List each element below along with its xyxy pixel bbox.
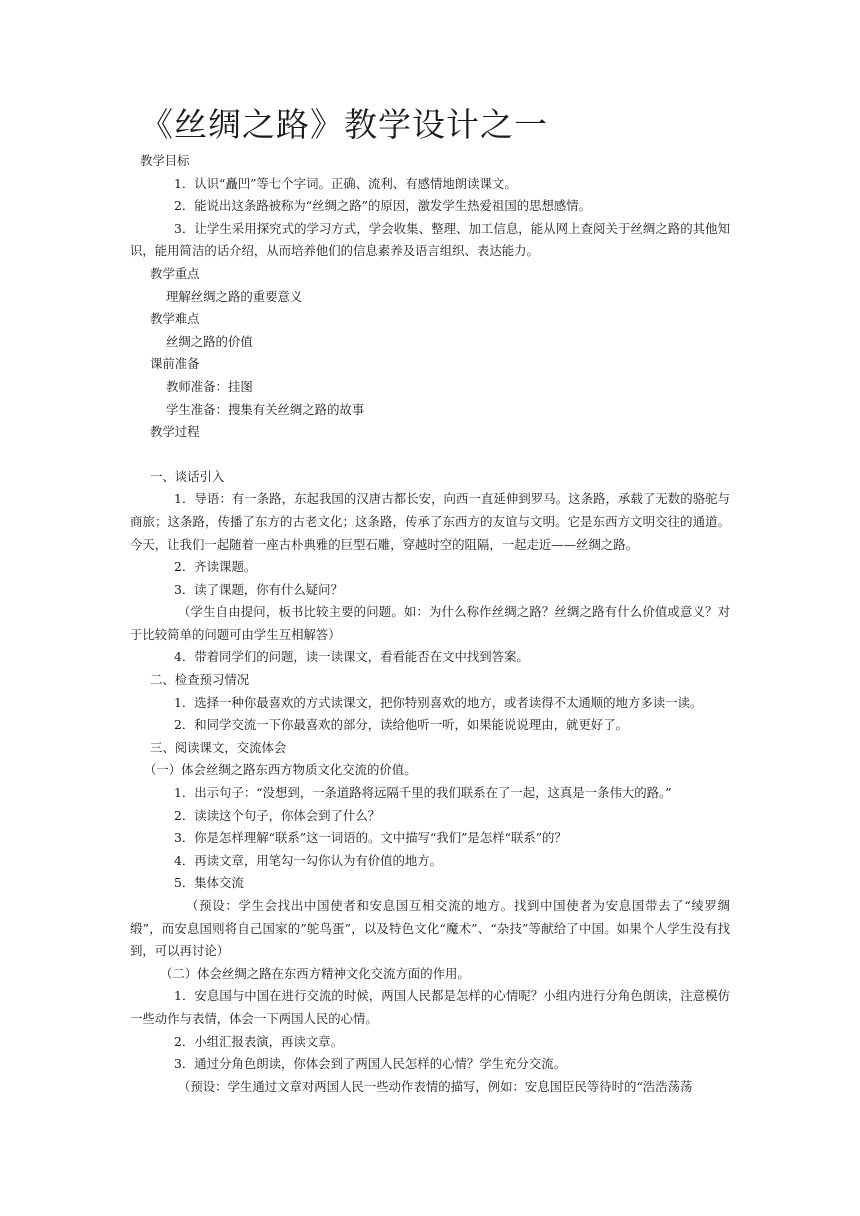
step-item: 1．选择一种你最喜欢的方式读课文，把你特别喜欢的地方，或者读得不太通顺的地方多读一读。 [174, 694, 703, 710]
step-item: 2．读读这个句子，你体会到了什么？ [174, 807, 381, 823]
heading-objectives: 教学目标 [140, 153, 190, 168]
objective-item: 1．认识“矗凹”等七个字词。正确、流利、有感情地朗读课文。 [174, 175, 517, 191]
section-heading: 一、谈话引入 [150, 468, 225, 484]
step-item: 3．你是怎样理解“联系”这一词语的。文中描写“我们”是怎样“联系”的？ [174, 830, 567, 846]
note-text: （预设：学生通过文章对两国人民一些动作表情的描写，例如：安息国臣民等待时的“浩浩荡荡 [178, 1078, 693, 1094]
step-item: 2．小组汇报表演，再读文章。 [174, 1033, 343, 1049]
section-heading: 三、阅读课文，交流体会 [150, 739, 287, 755]
section-heading: 二、检查预习情况 [150, 672, 250, 688]
subsection-heading: （一）体会丝绸之路东西方物质文化交流的价值。 [144, 762, 417, 778]
step-item: 2．和同学交流一下你最喜欢的部分，读给他听一听，如果能说说理由，就更好了。 [174, 717, 628, 733]
heading-process: 教学过程 [150, 424, 200, 440]
step-item: 4．带着同学们的问题，读一读课文，看看能否在文中找到答案。 [174, 649, 529, 665]
spacer [130, 444, 730, 466]
note-text: （预设：学生会找出中国使者和安息国互相交流的地方。找到中国使者为安息国带去了“绫罗绸缎”，而安息国则将自己国家的”鸵鸟蛋”，以及特色文化“魔术”、“杂技”等献给了中国。如果个人学生没有找到，可以再讨论） [130, 898, 730, 959]
step-item: 3．通过分角色朗读，你体会到了两国人民怎样的心情？学生充分交流。 [174, 1056, 566, 1072]
step-item: 3．读了课题，你有什么疑问？ [174, 581, 343, 597]
preparation-teacher: 教师准备：挂图 [166, 378, 253, 394]
document-title: 《丝绸之路》教学设计之一 [140, 105, 548, 144]
objective-item: 2．能说出这条路被称为“丝绸之路”的原因，激发学生热爱祖国的思想感情。 [174, 198, 592, 214]
step-item: 1．导语：有一条路，东起我国的汉唐古都长安，向西一直延伸到罗马。这条路，承载了无数的骆驼与商旅；这条路，传播了东方的古老文化；这条路，传承了东西方的友谊与文明。它是东西方文明交往的通道。今天，让我们一起随着一座古朴典雅的巨型石雕，穿越时空的阻隔，一起走近——丝绸之路。 [130, 491, 730, 552]
subsection-heading: （二）体会丝绸之路在东西方精神文化交流方面的作用。 [160, 965, 470, 981]
heading-preparation: 课前准备 [150, 356, 200, 372]
heading-difficulties: 教学难点 [150, 311, 200, 327]
key-point-text: 理解丝绸之路的重要意义 [166, 288, 303, 304]
step-item: 5．集体交流 [174, 875, 244, 891]
step-item: 4．再读文章，用笔勾一勾你认为有价值的地方。 [174, 852, 443, 868]
objective-item: 3．让学生采用探究式的学习方式，学会收集、整理、加工信息，能从网上查阅关于丝绸之路的其他知识，能用简洁的话介绍，从而培养他们的信息素养及语言组织、表达能力。 [130, 220, 730, 259]
step-item: 1．安息国与中国在进行交流的时候，两国人民都是怎样的心情呢？小组内进行分角色朗读，注意模仿一些动作与表情，体会一下两国人民的心情。 [130, 988, 730, 1026]
step-item: 2．齐读课题。 [174, 559, 257, 575]
note-text: （学生自由提问，板书比较主要的问题。如：为什么称作丝绸之路？丝绸之路有什么价值或意义？对于比较简单的问题可由学生互相解答） [130, 604, 730, 642]
step-item: 1．出示句子：“没想到，一条道路将远隔千里的我们联系在了一起，这真是一条伟大的路。” [174, 785, 672, 801]
document-body [130, 150, 730, 1098]
preparation-student: 学生准备：搜集有关丝绸之路的故事 [166, 401, 365, 417]
difficulty-text: 丝绸之路的价值 [166, 333, 253, 349]
heading-key-points: 教学重点 [150, 265, 200, 281]
